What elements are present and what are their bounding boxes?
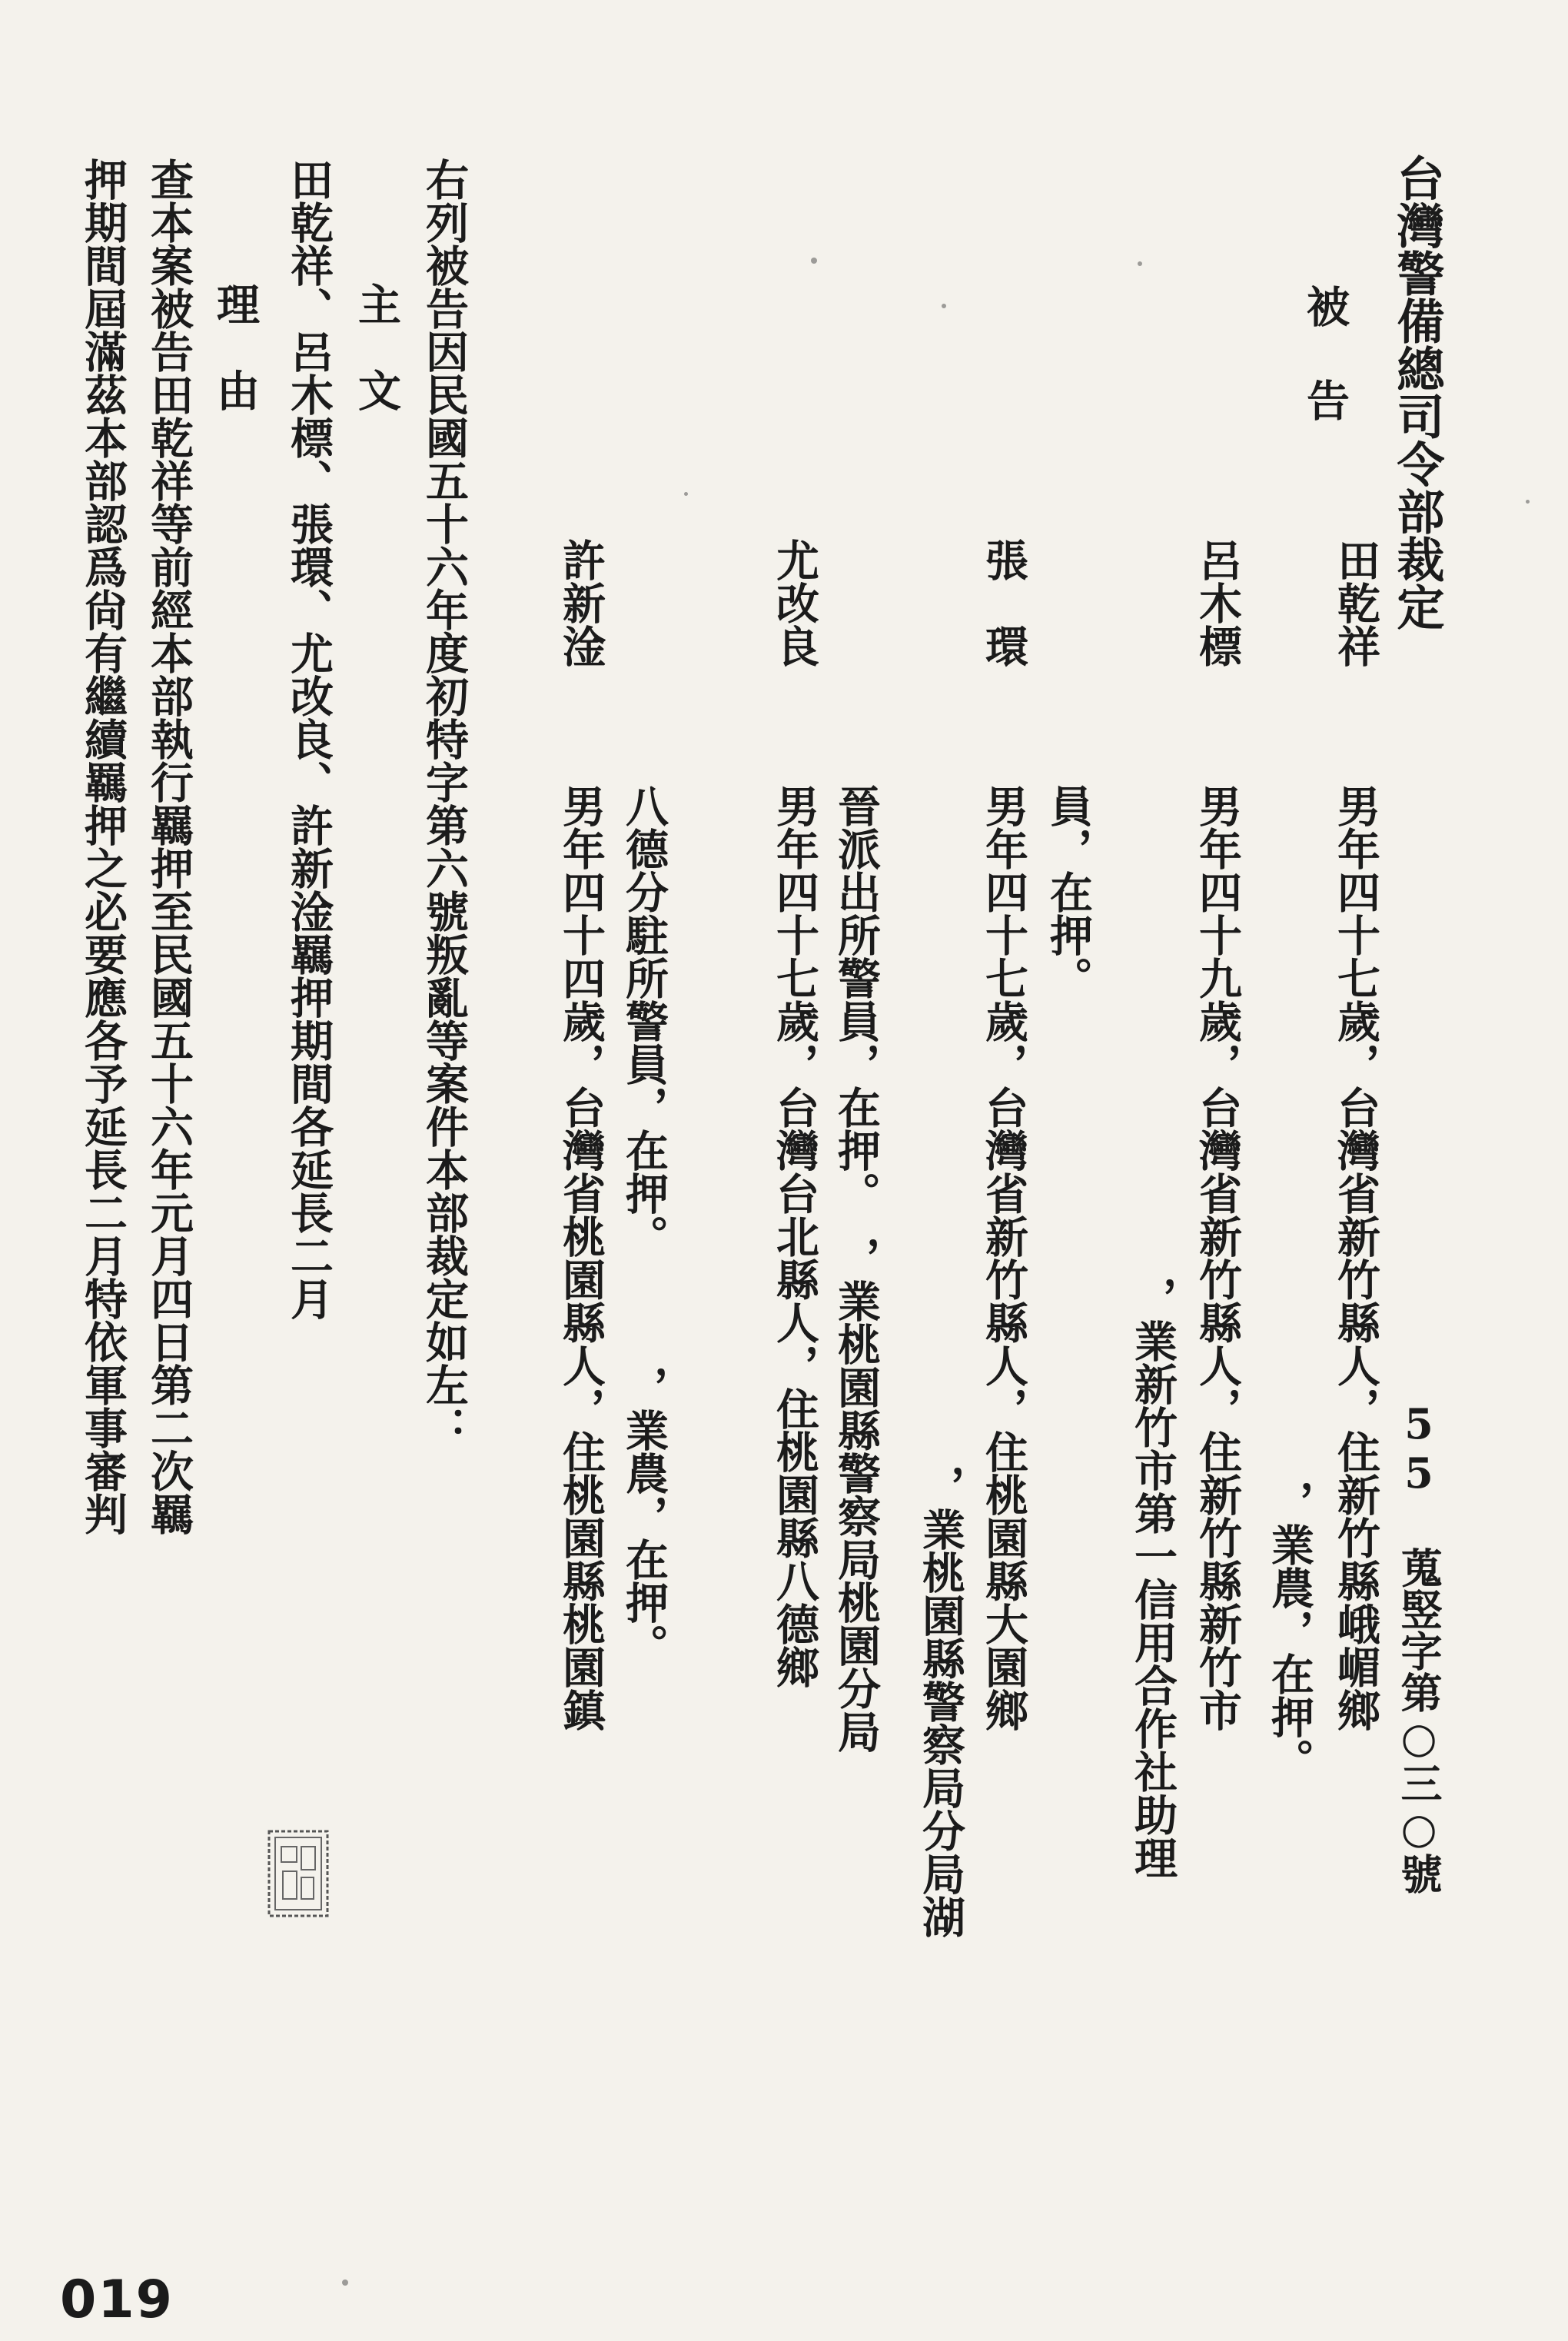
- defendant-line: 男年四十七歲，台灣省新竹縣人，住桃園縣大園鄉: [978, 784, 1029, 1731]
- defendant-name: 呂木標: [1192, 538, 1243, 667]
- scan-speck: [1138, 261, 1142, 266]
- defendant-line: 員，在押。: [1043, 784, 1094, 999]
- defendant-name: 田乾祥: [1330, 538, 1381, 667]
- document-title: 台灣警備總司令部裁定: [1389, 154, 1445, 630]
- scan-speck: [1526, 500, 1530, 504]
- defendant-name: 尤改良: [769, 538, 820, 667]
- defendants-label: 被 告: [1300, 284, 1350, 421]
- seal-stamp: [266, 1828, 331, 1919]
- preamble: 右列被告因民國五十六年度初特字第六號叛亂等案件本部裁定如左：: [419, 158, 470, 1449]
- reason-text: 查本案被告田乾祥等前經本部執行羈押至民國五十六年元月四日第二次羈: [144, 158, 194, 1535]
- defendant-line: 男年四十七歲，台灣台北縣人，住桃園縣八德鄉: [769, 784, 820, 1688]
- case-number: 55 蒐竪字第○三○號: [1394, 1399, 1443, 1894]
- defendant-name: 許新淦: [556, 538, 606, 667]
- page-number: 019: [60, 2270, 174, 2330]
- defendant-line: 晉派出所警員，在押。 ，業桃園縣警察局桃園分局: [831, 784, 882, 1753]
- defendant-line: ，業桃園縣警察局分局湖: [915, 1465, 966, 1938]
- defendant-name: 張 環: [978, 538, 1029, 667]
- defendant-line: 男年四十七歲，台灣省新竹縣人，住新竹縣峨嵋鄉: [1330, 784, 1381, 1731]
- defendant-line: ，業農，在押。: [1264, 1480, 1315, 1781]
- main-text: 田乾祥、呂木標、張環、尤改良、許新淦羈押期間各延長二月: [284, 158, 334, 1320]
- defendant-line: 男年四十九歲，台灣省新竹縣人，住新竹縣新竹市: [1192, 784, 1243, 1731]
- scan-speck: [942, 304, 946, 308]
- defendant-line: ，業新竹市第一信用合作社助理: [1128, 1276, 1178, 1879]
- scan-speck: [342, 2279, 348, 2286]
- reason-text: 押期間屆滿茲本部認爲尙有繼續羈押之必要應各予延長二月特依軍事審判: [78, 158, 128, 1535]
- scan-speck: [684, 492, 688, 496]
- defendant-line: 男年四十四歲，台灣省桃園縣人，住桃園縣桃園鎮: [556, 784, 606, 1731]
- reason-label: 理 由: [210, 282, 261, 411]
- scan-speck: [811, 258, 817, 264]
- defendant-line: 八德分駐所警員，在押。 ，業農，在押。: [619, 784, 669, 1667]
- main-text-label: 主 文: [351, 282, 402, 411]
